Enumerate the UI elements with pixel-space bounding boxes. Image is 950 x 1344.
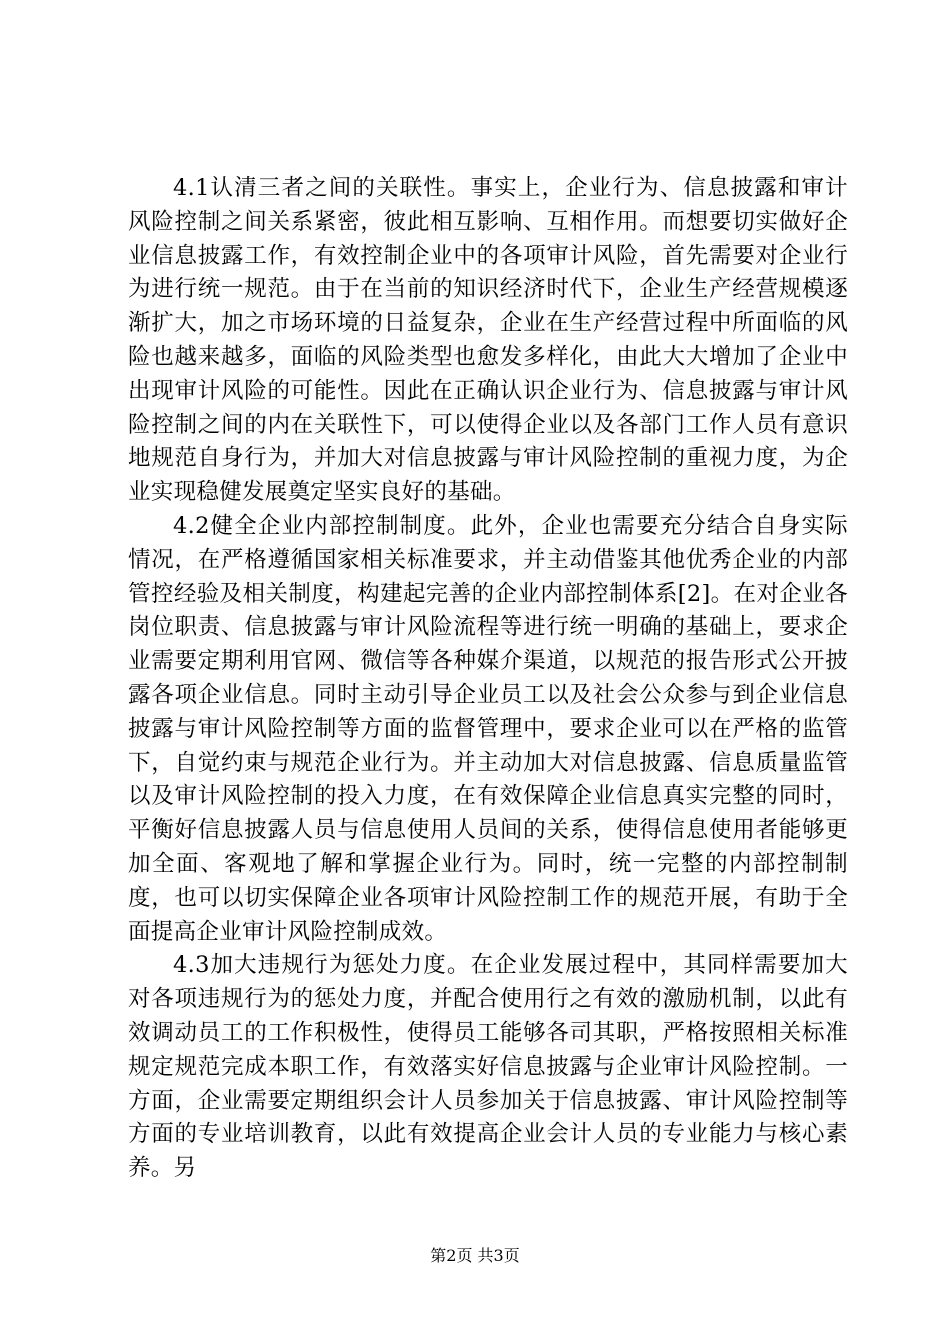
page-footer: 第2页 共3页 xyxy=(430,1246,520,1265)
paragraph-4-2: 4.2健全企业内部控制制度。此外，企业也需要充分结合自身实际情况，在严格遵循国家相关标准要求，并主动借鉴其他优秀企业的内部管控经验及相关制度，构建起完善的企业内部控制体系[2]。在对企业各岗位职责、信息披露与审计风险流程等进行统一明确的基础上，要求企业需要定期利用官网、微信等各种媒介渠道，以规范的报告形式公开披露各项企业信息。同时主动引导企业员工以及社会公众参与到企业信息披露与审计风险控制等方面的监督管理中，要求企业可以在严格的监管下，自觉约束与规范企业行为。并主动加大对信息披露、信息质量监管以及审计风险控制的投入力度，在有效保障企业信息真实完整的同时，平衡好信息披露人员与信息使用人员间的关系，使得信息使用者能够更加全面、客观地了解和掌握企业行为。同时，统一完整的内部控制制度，也可以切实保障企业各项审计风险控制工作的规范开展，有助于全面提高企业审计风险控制成效。 xyxy=(128,512,848,945)
body-text xyxy=(128,172,848,1186)
paragraph-4-1: 4.1认清三者之间的关联性。事实上，企业行为、信息披露和审计风险控制之间关系紧密，彼此相互影响、互相作用。而想要切实做好企业信息披露工作，有效控制企业中的各项审计风险，首先需要对企业行为进行统一规范。由于在当前的知识经济时代下，企业生产经营规模逐渐扩大，加之市场环境的日益复杂，企业在生产经营过程中所面临的风险也越来越多，面临的风险类型也愈发多样化，由此大大增加了企业中出现审计风险的可能性。因此在正确认识企业行为、信息披露与审计风险控制之间的内在关联性下，可以使得企业以及各部门工作人员有意识地规范自身行为，并加大对信息披露与审计风险控制的重视力度，为企业实现稳健发展奠定坚实良好的基础。 xyxy=(128,175,848,506)
paragraph-4-3: 4.3加大违规行为惩处力度。在企业发展过程中，其同样需要加大对各项违规行为的惩处力度，并配合使用行之有效的激励机制，以此有效调动员工的工作积极性，使得员工能够各司其职，严格按照相关标准规定规范完成本职工作，有效落实好信息披露与企业审计风险控制。一方面，企业需要定期组织会计人员参加关于信息披露、审计风险控制等方面的专业培训教育，以此有效提高企业会计人员的专业能力与核心素养。另 xyxy=(128,952,848,1182)
